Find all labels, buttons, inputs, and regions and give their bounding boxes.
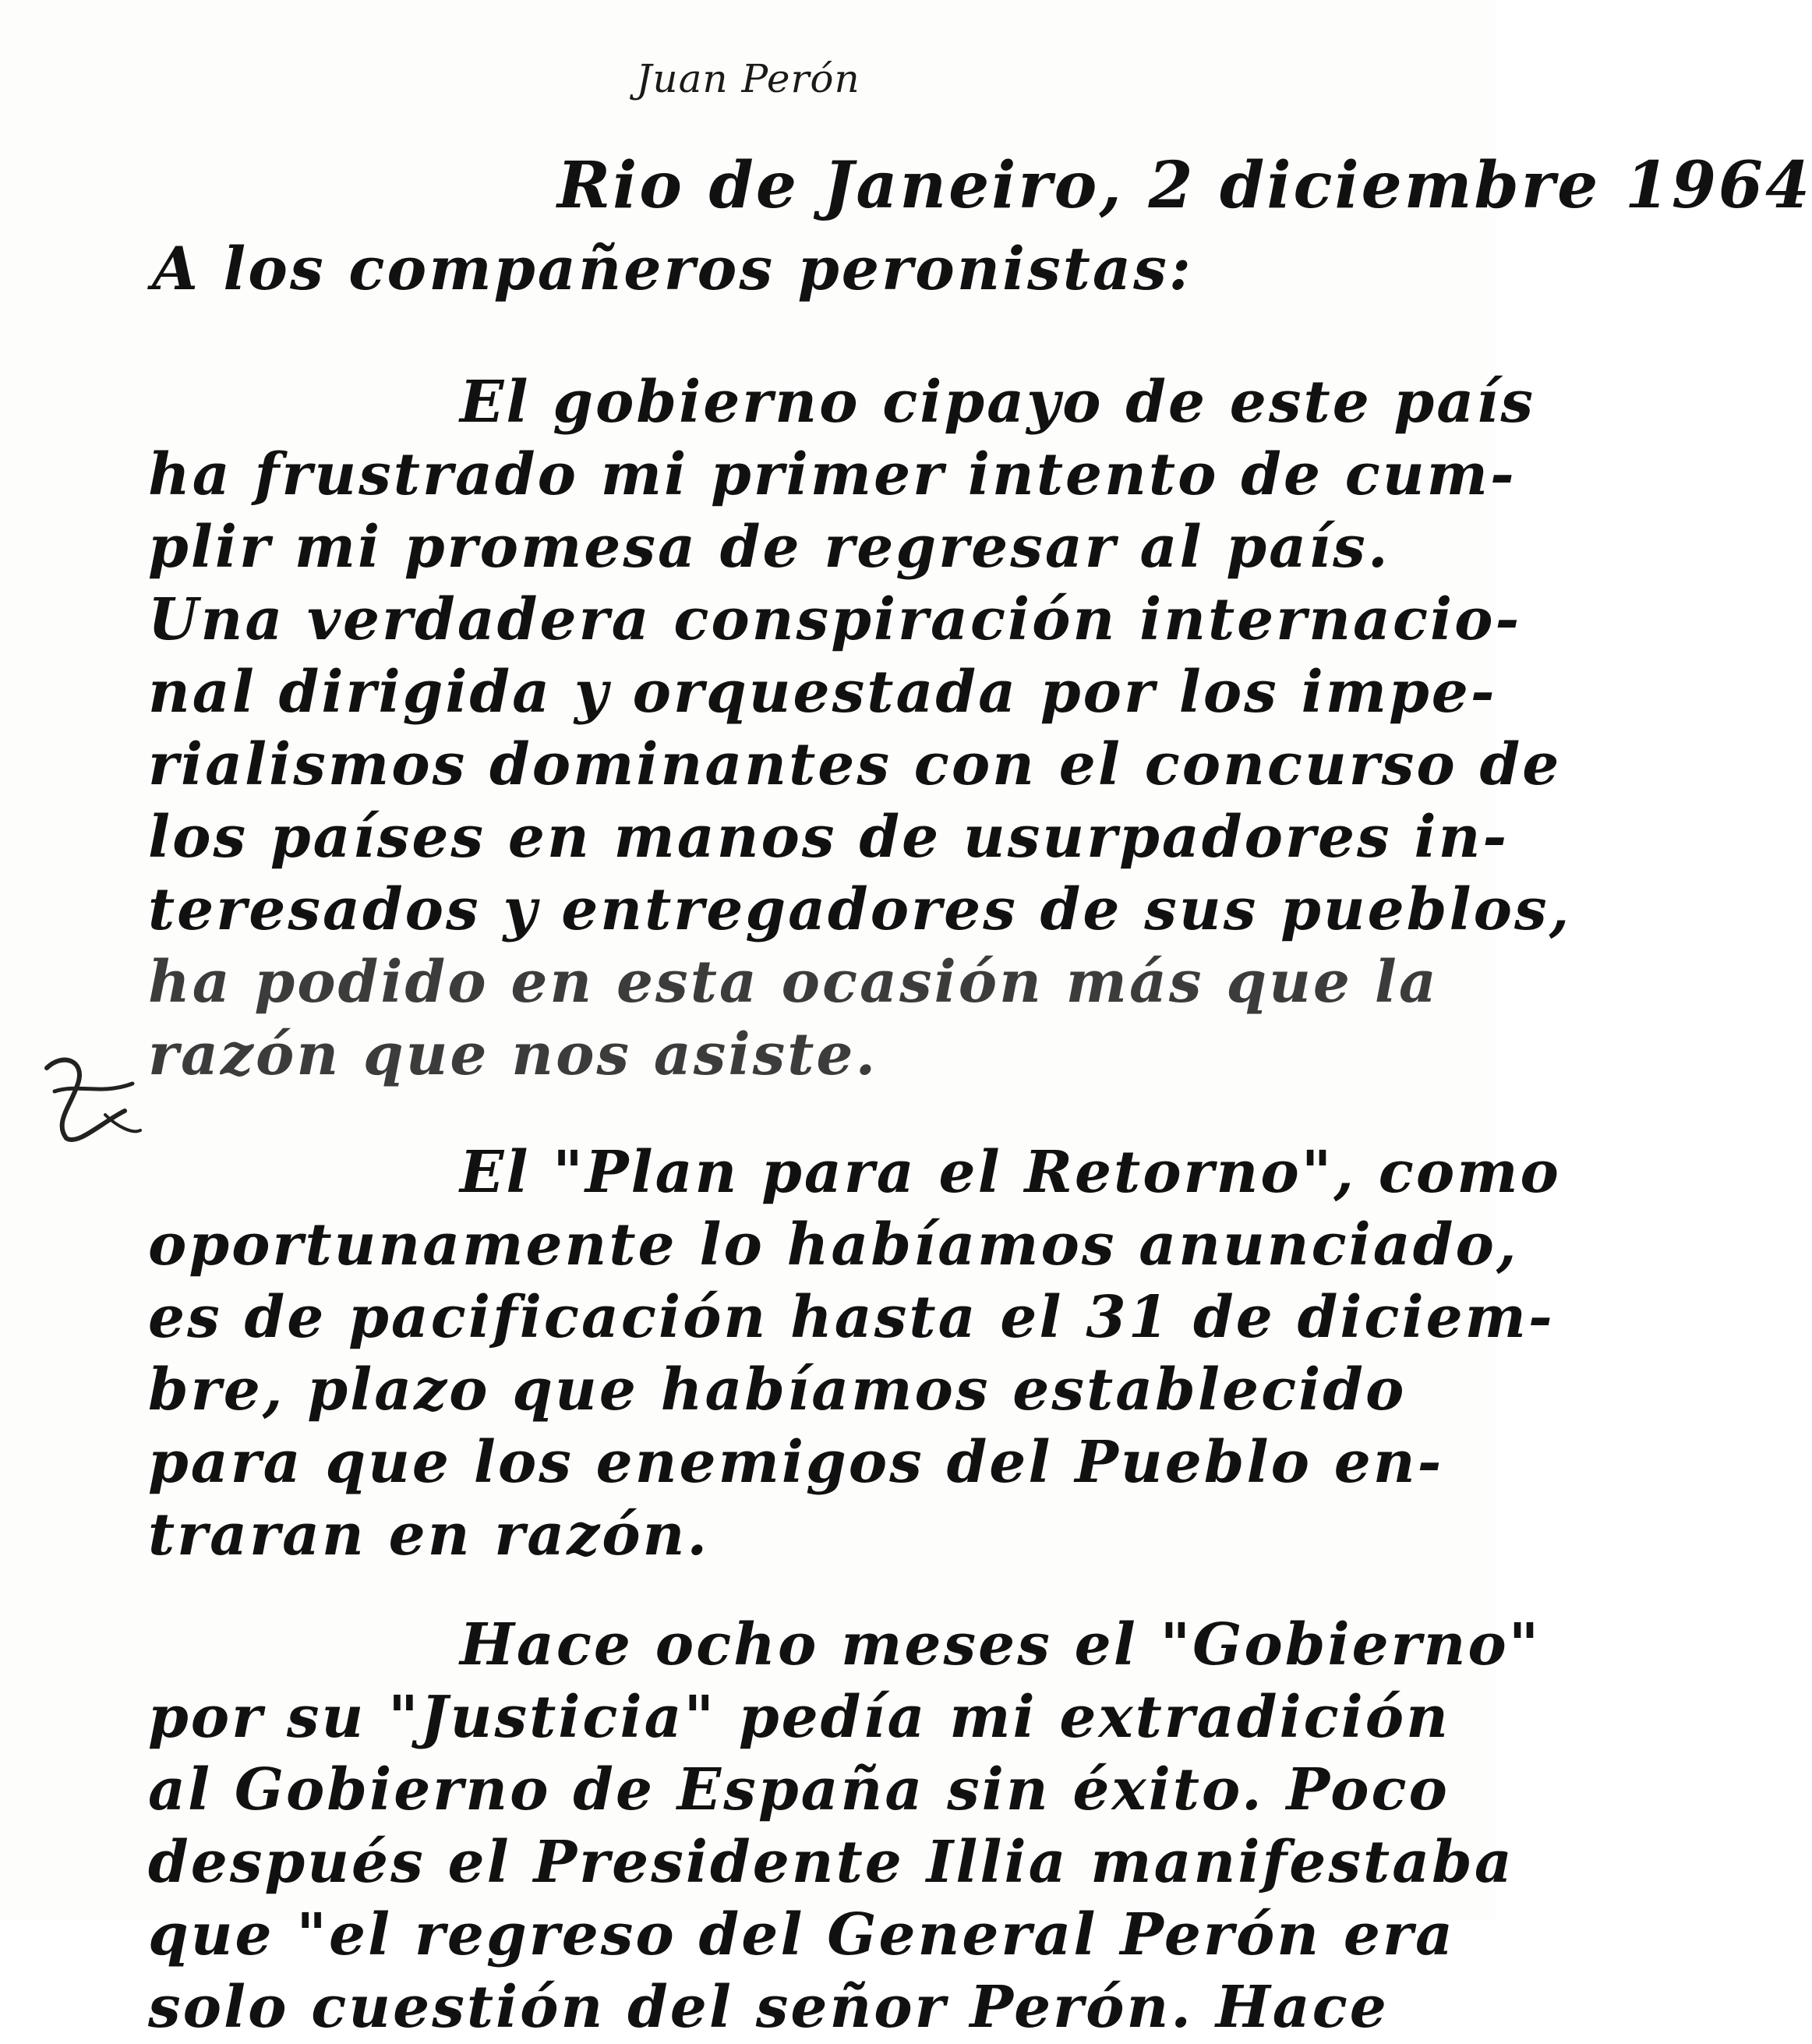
text-line: traran en razón. — [148, 1501, 710, 1568]
text-line: rialismos dominantes con el concurso de — [148, 731, 1562, 798]
text-line: al Gobierno de España sin éxito. Poco — [148, 1756, 1450, 1823]
text-line: por su "Justicia" pedía mi extradición — [148, 1684, 1450, 1751]
text-line: bre, plazo que habíamos establecido — [148, 1356, 1407, 1423]
text-line: El "Plan para el Retorno", como — [460, 1139, 1561, 1206]
text-line: Hace ocho meses el "Gobierno" — [460, 1611, 1542, 1678]
dateline: Rio de Janeiro, 2 diciembre 1964 — [557, 148, 1812, 223]
paragraph-1 — [148, 366, 1572, 1091]
text-line: ha podido en esta ocasión más que la — [148, 949, 1439, 1016]
text-line: oportunamente lo habíamos anunciado, — [148, 1211, 1519, 1278]
text-line: nal dirigida y orquestada por los impe- — [148, 659, 1497, 726]
text-line: para que los enemigos del Pueblo en- — [148, 1429, 1444, 1496]
text-line: El gobierno cipayo de este país — [460, 369, 1536, 436]
text-line: Una verdadera conspiración internacio- — [148, 586, 1522, 653]
margin-initials-mark — [31, 1037, 148, 1154]
text-line: después el Presidente Illia manifestaba — [148, 1829, 1514, 1896]
text-line: que "el regreso del General Perón era — [148, 1901, 1455, 1968]
paragraph-3 — [148, 1609, 1542, 2044]
paragraph-2 — [148, 1137, 1561, 1572]
paragraph-spacer — [148, 1572, 1379, 1609]
text-line: razón que nos asiste. — [148, 1021, 878, 1088]
text-line: plir mi promesa de regresar al país. — [148, 514, 1390, 581]
text-line: los países en manos de usurpadores in- — [148, 804, 1510, 871]
text-line: ha frustrado mi primer intento de cum- — [148, 441, 1517, 508]
text-line: es de pacificación hasta el 31 de diciem- — [148, 1284, 1555, 1351]
paragraph-spacer — [148, 1091, 1379, 1137]
letterhead: Juan Perón — [636, 56, 860, 101]
salutation: A los compañeros peronistas: — [152, 234, 1193, 303]
text-line: teresados y entregadores de sus pueblos, — [148, 876, 1572, 943]
text-line: solo cuestión del señor Perón. Hace — [148, 1974, 1389, 2041]
letter-body — [148, 366, 1572, 2044]
